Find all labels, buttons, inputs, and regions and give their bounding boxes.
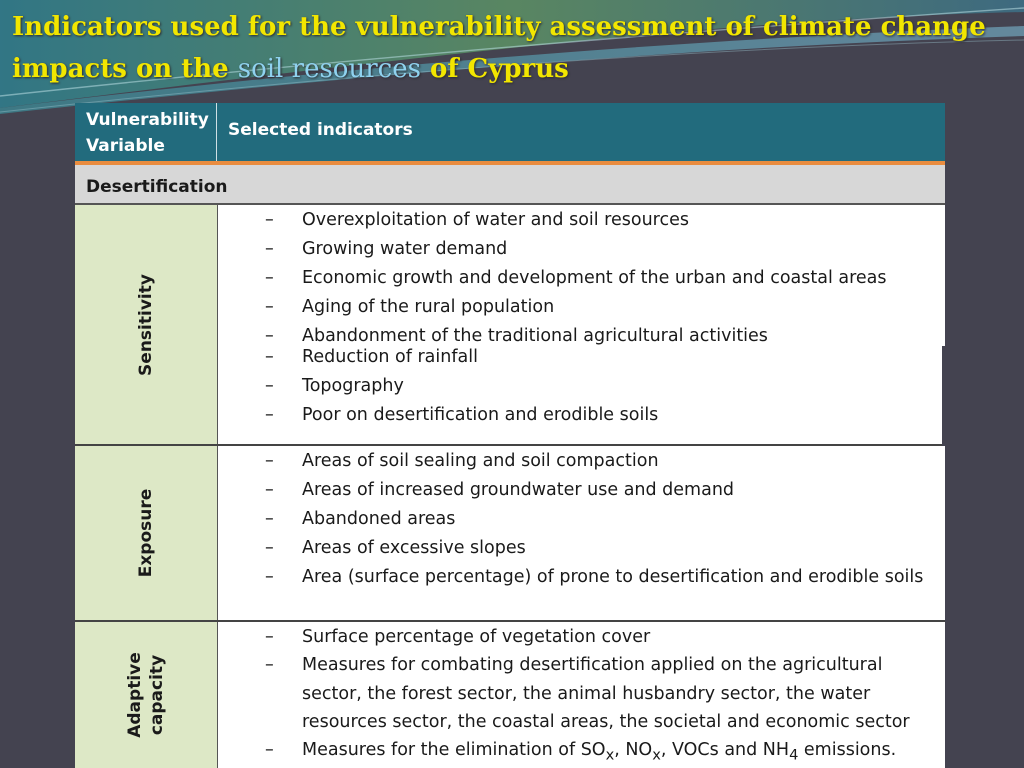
group-adaptive-capacity [75, 622, 945, 768]
section-row-desertification [75, 165, 945, 205]
group-label: Sensitivity [136, 273, 156, 376]
emissions-text: Measures for the elimination of SO [302, 740, 606, 761]
group-exposure [75, 446, 945, 622]
indicator-item: – Measures for combating desertification applied on the agricultural sector, the forest sector, the animal husbandry sector, the water resources sector, the coastal areas, the societal and economic sector [265, 651, 935, 736]
emissions-text: emissions. [798, 740, 897, 761]
indicator-item: – Economic growth and development of the urban and coastal areas [265, 264, 935, 293]
indicator-item: – Growing water demand [265, 235, 935, 264]
indicator-item: – Surface percentage of vegetation cover [265, 623, 935, 651]
indicator-item: – Areas of increased groundwater use and demand [265, 476, 935, 505]
indicators-table [75, 103, 945, 768]
group-label: Adaptive capacity [125, 652, 167, 738]
emissions-text: , NO [614, 740, 653, 761]
indicator-item: – Reduction of rainfall [265, 343, 935, 372]
group-label-cell [75, 622, 218, 768]
indicator-item: – Poor on desertification and erodible soils [265, 401, 935, 430]
indicator-item: – Topography [265, 372, 935, 401]
subscript: 4 [789, 746, 799, 764]
title-part-1: Indicators used for the vulnerability assessment of climate change impacts on the [12, 12, 986, 84]
indicator-item: – Areas of excessive slopes [265, 534, 935, 563]
indicator-list [265, 206, 935, 430]
slide-title [12, 6, 1012, 90]
indicator-list [265, 623, 935, 768]
indicator-item-emissions [265, 736, 935, 768]
subscript: x [652, 746, 661, 764]
indicator-item: – Abandoned areas [265, 505, 935, 534]
group-label-cell [75, 205, 218, 444]
header-vulnerability-variable: Vulnerability Variable [75, 103, 217, 161]
group-sensitivity [75, 205, 945, 446]
header-selected-indicators: Selected indicators [228, 120, 413, 140]
indicator-item: – Areas of soil sealing and soil compaction [265, 447, 935, 476]
subscript: x [605, 746, 615, 764]
indicator-list [265, 447, 935, 592]
title-highlight: soil resources [237, 54, 421, 84]
indicator-item: – Area (surface percentage) of prone to desertification and erodible soils [265, 563, 935, 592]
indicator-item: – Abandonment of the traditional agricultural activities [265, 322, 935, 351]
indicator-item: – Aging of the rural population [265, 293, 935, 322]
emissions-text: , VOCs and NH [660, 740, 790, 761]
group-label: Exposure [136, 488, 156, 578]
indicator-item: – Overexploitation of water and soil resources [265, 206, 935, 235]
title-part-2: of Cyprus [420, 54, 569, 84]
table-split-edge [942, 346, 945, 446]
table-header-row [75, 103, 945, 165]
group-label-cell [75, 446, 218, 620]
section-label: Desertification [86, 177, 228, 197]
